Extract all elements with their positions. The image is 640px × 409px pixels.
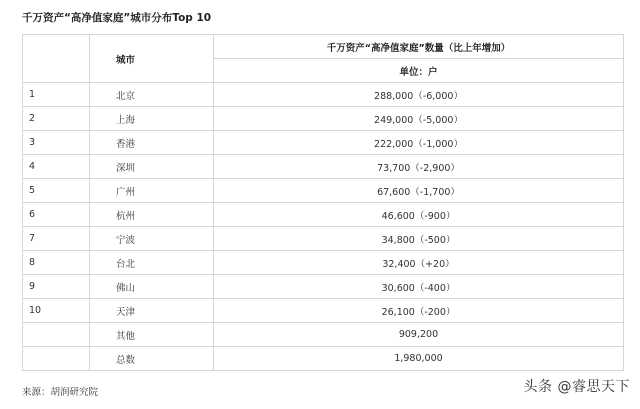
city-cell: 上海	[90, 107, 214, 131]
city-cell: 总数	[90, 347, 214, 371]
city-cell: 其他	[90, 323, 214, 347]
rank-cell: 4	[23, 155, 90, 179]
table-row	[23, 83, 624, 107]
table-body	[23, 83, 624, 371]
value-cell: 73,700（-2,900）	[214, 155, 624, 179]
value-cell: 288,000（-6,000）	[214, 83, 624, 107]
city-cell: 天津	[90, 299, 214, 323]
rank-cell	[23, 347, 90, 371]
rank-cell	[23, 323, 90, 347]
table-header-row	[23, 35, 624, 59]
rank-cell: 7	[23, 227, 90, 251]
city-cell: 广州	[90, 179, 214, 203]
city-cell: 台北	[90, 251, 214, 275]
table-row	[23, 347, 624, 371]
value-cell: 26,100（-200）	[214, 299, 624, 323]
city-cell: 深圳	[90, 155, 214, 179]
rank-cell: 1	[23, 83, 90, 107]
page-title: 千万资产“高净值家庭”城市分布Top 10	[22, 12, 212, 24]
header-city: 城市	[90, 35, 214, 83]
rank-cell: 2	[23, 107, 90, 131]
table-row	[23, 131, 624, 155]
table-row	[23, 299, 624, 323]
rank-cell: 6	[23, 203, 90, 227]
value-cell: 34,800（-500）	[214, 227, 624, 251]
value-cell: 30,600（-400）	[214, 275, 624, 299]
value-cell: 222,000（-1,000）	[214, 131, 624, 155]
table-row	[23, 323, 624, 347]
watermark: 头条 @睿思天下	[523, 379, 630, 395]
table-row	[23, 203, 624, 227]
table-row	[23, 275, 624, 299]
value-cell: 909,200	[214, 323, 624, 347]
value-cell: 67,600（-1,700）	[214, 179, 624, 203]
value-cell: 1,980,000	[214, 347, 624, 371]
city-distribution-table	[22, 34, 624, 371]
table-row	[23, 251, 624, 275]
city-cell: 北京	[90, 83, 214, 107]
rank-cell: 8	[23, 251, 90, 275]
table-row	[23, 107, 624, 131]
city-cell: 香港	[90, 131, 214, 155]
rank-cell: 3	[23, 131, 90, 155]
city-cell: 佛山	[90, 275, 214, 299]
source-note: 来源：胡润研究院	[22, 387, 99, 398]
value-cell: 46,600（-900）	[214, 203, 624, 227]
rank-cell: 9	[23, 275, 90, 299]
table-row	[23, 179, 624, 203]
rank-cell: 10	[23, 299, 90, 323]
table-row	[23, 227, 624, 251]
city-cell: 宁波	[90, 227, 214, 251]
header-metric: 千万资产“高净值家庭”数量（比上年增加）	[214, 35, 624, 59]
header-unit: 单位：户	[214, 59, 624, 83]
value-cell: 249,000（-5,000）	[214, 107, 624, 131]
table-row	[23, 155, 624, 179]
value-cell: 32,400（+20）	[214, 251, 624, 275]
city-cell: 杭州	[90, 203, 214, 227]
header-rank	[23, 35, 90, 83]
rank-cell: 5	[23, 179, 90, 203]
